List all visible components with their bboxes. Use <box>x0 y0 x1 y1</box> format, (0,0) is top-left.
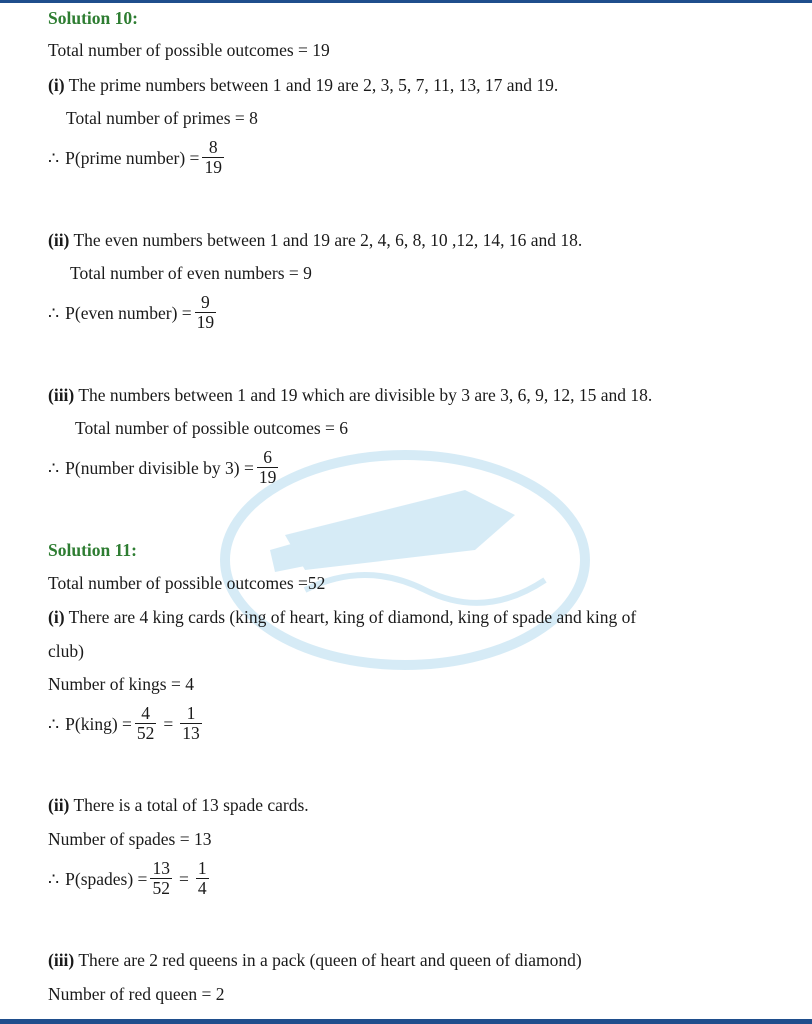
numerator: 4 <box>141 703 151 723</box>
denominator: 52 <box>136 723 155 743</box>
solution-10-part-ii-probability <box>48 293 219 332</box>
probability-label: P(prime number) = <box>65 147 200 168</box>
solution-10-part-ii-statement <box>48 230 582 250</box>
fraction <box>202 138 224 177</box>
part-text: There are 2 red queens in a pack (queen of heart and queen of diamond) <box>78 950 582 970</box>
denominator: 4 <box>197 878 207 898</box>
part-label: (ii) <box>48 795 70 815</box>
part-text: The even numbers between 1 and 19 are 2, 4, 6, 8, 10 ,12, 14, 16 and 18. <box>73 230 583 250</box>
solution-10-part-i-statement <box>48 75 558 95</box>
fraction <box>135 704 157 743</box>
numerator: 13 <box>152 858 170 878</box>
probability-label: P(even number) = <box>65 302 192 323</box>
numerator: 8 <box>208 137 218 157</box>
solution-11-part-i-statement <box>48 607 636 627</box>
part-text: There is a total of 13 spade cards. <box>73 795 309 815</box>
denominator: 52 <box>152 878 170 898</box>
fraction <box>150 859 172 898</box>
probability-label: P(spades) = <box>65 868 148 889</box>
solution-10-part-ii-count: Total number of even numbers = 9 <box>70 263 312 283</box>
solution-11-total-outcomes: Total number of possible outcomes =52 <box>48 573 326 593</box>
part-label: (ii) <box>48 230 70 250</box>
part-label: (iii) <box>48 385 75 405</box>
numerator: 1 <box>186 703 196 723</box>
solution-10-part-i-probability <box>48 138 227 177</box>
solution-11-part-ii-statement <box>48 795 309 815</box>
numerator: 1 <box>197 858 207 878</box>
part-label: (i) <box>48 607 65 627</box>
solution-11-part-i-count: Number of kings = 4 <box>48 674 194 694</box>
fraction-simplified <box>196 859 209 898</box>
solution-10-total-outcomes: Total number of possible outcomes = 19 <box>48 40 330 60</box>
fraction <box>257 448 279 487</box>
equals-sign: = <box>163 713 174 734</box>
denominator: 19 <box>196 312 215 332</box>
solution-11-part-i-statement-cont: club) <box>48 641 84 661</box>
denominator: 19 <box>258 467 277 487</box>
solution-11-heading: Solution 11: <box>48 540 137 560</box>
solution-10-part-iii-count: Total number of possible outcomes = 6 <box>75 418 349 438</box>
probability-label: P(king) = <box>65 713 132 734</box>
denominator: 13 <box>182 723 200 743</box>
part-label: (i) <box>48 75 65 95</box>
solution-10-part-i-count: Total number of primes = 8 <box>66 108 258 128</box>
top-border <box>0 0 812 3</box>
fraction <box>195 293 217 332</box>
therefore-symbol: ∴ <box>48 713 60 734</box>
therefore-symbol: ∴ <box>48 457 60 478</box>
part-text: The prime numbers between 1 and 19 are 2, 3, 5, 7, 11, 13, 17 and 19. <box>68 75 559 95</box>
fraction-simplified <box>180 704 202 743</box>
numerator: 9 <box>201 292 210 312</box>
denominator: 19 <box>204 157 222 177</box>
equals-sign: = <box>178 868 189 889</box>
solution-10-part-iii-probability <box>48 448 281 487</box>
part-label: (iii) <box>48 950 75 970</box>
solution-10-part-iii-statement <box>48 385 652 405</box>
bottom-border <box>0 1019 812 1024</box>
numerator: 6 <box>263 447 273 467</box>
solution-11-part-i-probability <box>48 704 205 743</box>
therefore-symbol: ∴ <box>48 302 60 323</box>
part-text: There are 4 king cards (king of heart, king of diamond, king of spade and king of <box>68 607 637 627</box>
therefore-symbol: ∴ <box>48 147 60 168</box>
solution-11-part-ii-probability <box>48 859 212 898</box>
therefore-symbol: ∴ <box>48 868 60 889</box>
solution-11-part-iii-statement <box>48 950 582 970</box>
solution-11-part-ii-count: Number of spades = 13 <box>48 829 212 849</box>
solution-11-part-iii-count: Number of red queen = 2 <box>48 984 225 1004</box>
solution-10-heading: Solution 10: <box>48 8 138 28</box>
probability-label: P(number divisible by 3) = <box>65 457 254 478</box>
part-text: The numbers between 1 and 19 which are divisible by 3 are 3, 6, 9, 12, 15 and 18. <box>78 385 653 405</box>
